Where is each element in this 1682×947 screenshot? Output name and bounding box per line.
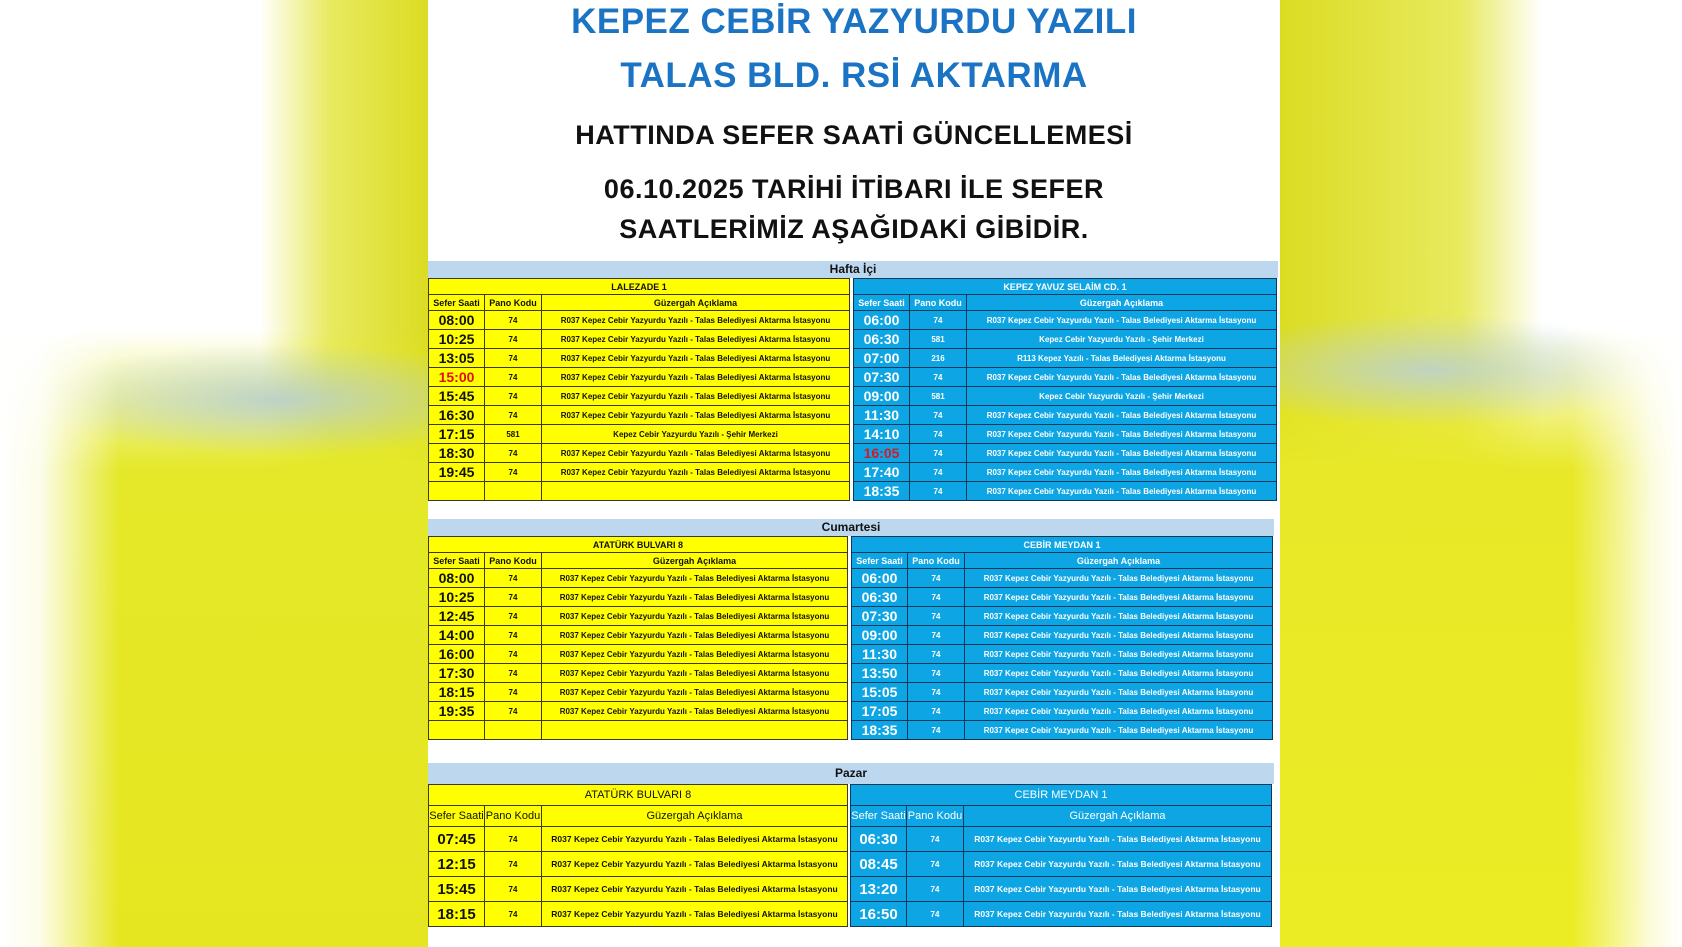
table-row [854,311,1277,330]
departure-time: 07:30 [854,368,910,387]
route-description: R113 Kepez Yazılı - Talas Belediyesi Aktarma İstasyonu [967,349,1277,368]
route-description: R037 Kepez Cebir Yazyurdu Yazılı - Talas Belediyesi Aktarma İstasyonu [965,588,1273,607]
route-code: 74 [907,877,964,902]
table-row [852,721,1273,740]
departure-time: 15:05 [852,683,908,702]
schedule-table-left [428,536,848,740]
table-row [429,330,850,349]
schedule-table-right [851,536,1273,740]
table-row [854,444,1277,463]
route-code: 74 [907,827,964,852]
route-code: 581 [910,330,967,349]
table-row [429,425,850,444]
table-row [429,607,848,626]
route-code: 74 [485,827,542,852]
route-description: R037 Kepez Cebir Yazyurdu Yazılı - Talas Belediyesi Aktarma İstasyonu [967,425,1277,444]
departure-time: 16:05 [854,444,910,463]
route-description: R037 Kepez Cebir Yazyurdu Yazılı - Talas Belediyesi Aktarma İstasyonu [542,702,848,721]
route-code: 74 [485,406,542,425]
schedule-table-left [428,278,850,501]
table-row [429,902,848,927]
blurred-background-right [1280,0,1682,947]
departure-time: 11:30 [854,406,910,425]
table-row [851,877,1272,902]
column-header-time: Sefer Saati [854,295,910,311]
route-description: R037 Kepez Cebir Yazyurdu Yazılı - Talas Belediyesi Aktarma İstasyonu [965,721,1273,740]
departure-time: 08:00 [429,569,485,588]
route-code: 74 [908,664,965,683]
route-description: R037 Kepez Cebir Yazyurdu Yazılı - Talas Belediyesi Aktarma İstasyonu [542,588,848,607]
table-row [429,645,848,664]
column-header-code: Pano Kodu [485,553,542,569]
table-row [854,330,1277,349]
route-description: Kepez Cebir Yazyurdu Yazılı - Şehir Merkezi [967,387,1277,406]
poster-subtitle: HATTINDA SEFER SAATİ GÜNCELLEMESİ [575,120,1133,150]
table-row [429,368,850,387]
column-header-code: Pano Kodu [485,806,542,827]
departure-time: 15:00 [429,368,485,387]
departure-time: 08:00 [429,311,485,330]
route-code [485,721,542,740]
route-description: R037 Kepez Cebir Yazyurdu Yazılı - Talas Belediyesi Aktarma İstasyonu [542,387,850,406]
effective-date-line-1: 06.10.2025 TARİHİ İTİBARI İLE SEFER [603,174,1105,204]
table-row [852,683,1273,702]
route-description: R037 Kepez Cebir Yazyurdu Yazılı - Talas Belediyesi Aktarma İstasyonu [964,852,1272,877]
departure-time: 18:35 [854,482,910,501]
table-row [851,827,1272,852]
route-code: 74 [485,311,542,330]
route-description: R037 Kepez Cebir Yazyurdu Yazılı - Talas Belediyesi Aktarma İstasyonu [965,569,1273,588]
route-code: 74 [908,626,965,645]
departure-time: 11:30 [852,645,908,664]
departure-time: 09:00 [854,387,910,406]
route-description: R037 Kepez Cebir Yazyurdu Yazılı - Talas Belediyesi Aktarma İstasyonu [967,406,1277,425]
route-description: R037 Kepez Cebir Yazyurdu Yazılı - Talas Belediyesi Aktarma İstasyonu [542,626,848,645]
route-description [542,721,848,740]
route-code: 74 [485,330,542,349]
route-code: 74 [907,852,964,877]
route-code: 74 [908,645,965,664]
route-code: 74 [485,387,542,406]
route-code: 74 [908,683,965,702]
stop-name: KEPEZ YAVUZ SELAİM CD. 1 [854,279,1277,295]
departure-time [429,721,485,740]
poster-title-line-2: TALAS BLD. RSİ AKTARMA [620,56,1088,95]
route-code: 74 [910,368,967,387]
departure-time: 10:25 [429,330,485,349]
table-row [429,827,848,852]
table-row [852,588,1273,607]
stop-name: CEBİR MEYDAN 1 [851,785,1272,806]
route-description: R037 Kepez Cebir Yazyurdu Yazılı - Talas Belediyesi Aktarma İstasyonu [965,683,1273,702]
table-row [429,721,848,740]
departure-time: 07:45 [429,827,485,852]
table-row [852,607,1273,626]
departure-time: 13:20 [851,877,907,902]
departure-time: 19:35 [429,702,485,721]
departure-time: 07:00 [854,349,910,368]
table-row [429,482,850,501]
column-header-time: Sefer Saati [429,553,485,569]
table-row [854,406,1277,425]
route-description: R037 Kepez Cebir Yazyurdu Yazılı - Talas Belediyesi Aktarma İstasyonu [542,406,850,425]
departure-time: 15:45 [429,387,485,406]
route-code: 216 [910,349,967,368]
departure-time: 16:00 [429,645,485,664]
table-row [429,626,848,645]
route-code: 74 [485,349,542,368]
route-description: R037 Kepez Cebir Yazyurdu Yazılı - Talas Belediyesi Aktarma İstasyonu [965,664,1273,683]
departure-time: 18:30 [429,444,485,463]
route-description: R037 Kepez Cebir Yazyurdu Yazılı - Talas Belediyesi Aktarma İstasyonu [542,368,850,387]
route-description [542,482,850,501]
table-row [852,569,1273,588]
route-code: 74 [910,406,967,425]
route-description: R037 Kepez Cebir Yazyurdu Yazılı - Talas Belediyesi Aktarma İstasyonu [542,827,848,852]
table-row [854,463,1277,482]
route-description: R037 Kepez Cebir Yazyurdu Yazılı - Talas Belediyesi Aktarma İstasyonu [967,463,1277,482]
stop-name: CEBİR MEYDAN 1 [852,537,1273,553]
table-row [854,482,1277,501]
column-header-code: Pano Kodu [907,806,964,827]
table-row [851,902,1272,927]
departure-time [429,482,485,501]
route-code: 74 [485,702,542,721]
column-header-time: Sefer Saati [429,806,485,827]
route-description: R037 Kepez Cebir Yazyurdu Yazılı - Talas Belediyesi Aktarma İstasyonu [964,877,1272,902]
table-row [852,626,1273,645]
route-code: 74 [910,482,967,501]
table-row [429,588,848,607]
table-row [852,702,1273,721]
departure-time: 07:30 [852,607,908,626]
departure-time: 14:10 [854,425,910,444]
route-description: R037 Kepez Cebir Yazyurdu Yazılı - Talas Belediyesi Aktarma İstasyonu [542,349,850,368]
route-description: Kepez Cebir Yazyurdu Yazılı - Şehir Merkezi [542,425,850,444]
route-code: 74 [485,852,542,877]
route-description: Kepez Cebir Yazyurdu Yazılı - Şehir Merkezi [967,330,1277,349]
departure-time: 15:45 [429,877,485,902]
departure-time: 17:05 [852,702,908,721]
departure-time: 12:45 [429,607,485,626]
route-description: R037 Kepez Cebir Yazyurdu Yazılı - Talas Belediyesi Aktarma İstasyonu [967,444,1277,463]
table-row [429,349,850,368]
stop-name: ATATÜRK BULVARI 8 [429,785,848,806]
table-row [429,406,850,425]
route-code: 74 [908,588,965,607]
table-row [429,664,848,683]
table-row [429,463,850,482]
route-description: R037 Kepez Cebir Yazyurdu Yazılı - Talas Belediyesi Aktarma İstasyonu [542,569,848,588]
table-row [429,387,850,406]
route-description: R037 Kepez Cebir Yazyurdu Yazılı - Talas Belediyesi Aktarma İstasyonu [542,463,850,482]
column-header-time: Sefer Saati [429,295,485,311]
column-header-route: Güzergah Açıklama [542,553,848,569]
route-description: R037 Kepez Cebir Yazyurdu Yazılı - Talas Belediyesi Aktarma İstasyonu [542,683,848,702]
route-code: 74 [485,463,542,482]
column-header-route: Güzergah Açıklama [967,295,1277,311]
table-row [429,702,848,721]
stop-name: LALEZADE 1 [429,279,850,295]
departure-time: 18:15 [429,902,485,927]
route-code: 74 [907,902,964,927]
route-code: 74 [910,311,967,330]
section-header-saturday: Cumartesi [428,519,1274,536]
route-description: R037 Kepez Cebir Yazyurdu Yazılı - Talas Belediyesi Aktarma İstasyonu [965,607,1273,626]
route-code: 74 [485,645,542,664]
route-code: 74 [908,569,965,588]
route-code: 74 [485,569,542,588]
route-code: 74 [908,721,965,740]
route-description: R037 Kepez Cebir Yazyurdu Yazılı - Talas Belediyesi Aktarma İstasyonu [967,482,1277,501]
table-row [854,387,1277,406]
section-header-sunday: Pazar [428,763,1274,784]
route-description: R037 Kepez Cebir Yazyurdu Yazılı - Talas Belediyesi Aktarma İstasyonu [542,877,848,902]
departure-time: 06:30 [852,588,908,607]
table-row [429,852,848,877]
departure-time: 17:40 [854,463,910,482]
column-header-code: Pano Kodu [910,295,967,311]
route-code: 74 [485,877,542,902]
schedule-table-right [850,784,1272,927]
route-code: 74 [910,463,967,482]
route-code [485,482,542,501]
departure-time: 12:15 [429,852,485,877]
route-description: R037 Kepez Cebir Yazyurdu Yazılı - Talas Belediyesi Aktarma İstasyonu [964,902,1272,927]
departure-time: 13:05 [429,349,485,368]
departure-time: 06:30 [854,330,910,349]
departure-time: 06:00 [854,311,910,330]
route-description: R037 Kepez Cebir Yazyurdu Yazılı - Talas Belediyesi Aktarma İstasyonu [542,607,848,626]
departure-time: 18:35 [852,721,908,740]
table-row [429,683,848,702]
route-description: R037 Kepez Cebir Yazyurdu Yazılı - Talas Belediyesi Aktarma İstasyonu [965,702,1273,721]
route-description: R037 Kepez Cebir Yazyurdu Yazılı - Talas Belediyesi Aktarma İstasyonu [542,852,848,877]
column-header-code: Pano Kodu [485,295,542,311]
column-header-route: Güzergah Açıklama [542,806,848,827]
column-header-time: Sefer Saati [852,553,908,569]
column-header-time: Sefer Saati [851,806,907,827]
table-row [854,349,1277,368]
route-description: R037 Kepez Cebir Yazyurdu Yazılı - Talas Belediyesi Aktarma İstasyonu [542,444,850,463]
departure-time: 06:00 [852,569,908,588]
schedule-table-left [428,784,848,927]
route-description: R037 Kepez Cebir Yazyurdu Yazılı - Talas Belediyesi Aktarma İstasyonu [542,330,850,349]
table-row [429,311,850,330]
effective-date-line-2: SAATLERİMİZ AŞAĞIDAKİ GİBİDİR. [619,214,1089,244]
table-row [852,664,1273,683]
route-description: R037 Kepez Cebir Yazyurdu Yazılı - Talas Belediyesi Aktarma İstasyonu [967,368,1277,387]
route-code: 74 [908,607,965,626]
route-code: 74 [910,444,967,463]
route-code: 74 [485,588,542,607]
departure-time: 10:25 [429,588,485,607]
route-code: 74 [485,683,542,702]
route-description: R037 Kepez Cebir Yazyurdu Yazılı - Talas Belediyesi Aktarma İstasyonu [542,311,850,330]
table-row [854,368,1277,387]
schedule-poster [428,0,1280,947]
table-row [851,852,1272,877]
route-description: R037 Kepez Cebir Yazyurdu Yazılı - Talas Belediyesi Aktarma İstasyonu [965,645,1273,664]
route-code: 74 [908,702,965,721]
route-code: 74 [485,607,542,626]
route-description: R037 Kepez Cebir Yazyurdu Yazılı - Talas Belediyesi Aktarma İstasyonu [542,645,848,664]
departure-time: 14:00 [429,626,485,645]
schedule-table-right [853,278,1277,501]
column-header-route: Güzergah Açıklama [964,806,1272,827]
route-description: R037 Kepez Cebir Yazyurdu Yazılı - Talas Belediyesi Aktarma İstasyonu [964,827,1272,852]
column-header-route: Güzergah Açıklama [542,295,850,311]
departure-time: 09:00 [852,626,908,645]
departure-time: 17:15 [429,425,485,444]
route-description: R037 Kepez Cebir Yazyurdu Yazılı - Talas Belediyesi Aktarma İstasyonu [542,902,848,927]
route-code: 581 [910,387,967,406]
table-row [852,645,1273,664]
departure-time: 08:45 [851,852,907,877]
departure-time: 17:30 [429,664,485,683]
departure-time: 18:15 [429,683,485,702]
stop-name: ATATÜRK BULVARI 8 [429,537,848,553]
departure-time: 16:50 [851,902,907,927]
route-code: 74 [485,444,542,463]
route-code: 74 [485,368,542,387]
departure-time: 13:50 [852,664,908,683]
route-description: R037 Kepez Cebir Yazyurdu Yazılı - Talas Belediyesi Aktarma İstasyonu [967,311,1277,330]
poster-title-line-1: KEPEZ CEBİR YAZYURDU YAZILI [571,2,1137,41]
column-header-code: Pano Kodu [908,553,965,569]
table-row [429,569,848,588]
route-code: 74 [485,626,542,645]
table-row [854,425,1277,444]
route-description: R037 Kepez Cebir Yazyurdu Yazılı - Talas Belediyesi Aktarma İstasyonu [965,626,1273,645]
departure-time: 06:30 [851,827,907,852]
column-header-route: Güzergah Açıklama [965,553,1273,569]
route-code: 74 [485,902,542,927]
table-row [429,877,848,902]
table-row [429,444,850,463]
departure-time: 19:45 [429,463,485,482]
departure-time: 16:30 [429,406,485,425]
blurred-background-left [0,0,428,947]
section-header-weekday: Hafta İçi [428,261,1278,278]
route-code: 74 [485,664,542,683]
route-description: R037 Kepez Cebir Yazyurdu Yazılı - Talas Belediyesi Aktarma İstasyonu [542,664,848,683]
route-code: 581 [485,425,542,444]
route-code: 74 [910,425,967,444]
